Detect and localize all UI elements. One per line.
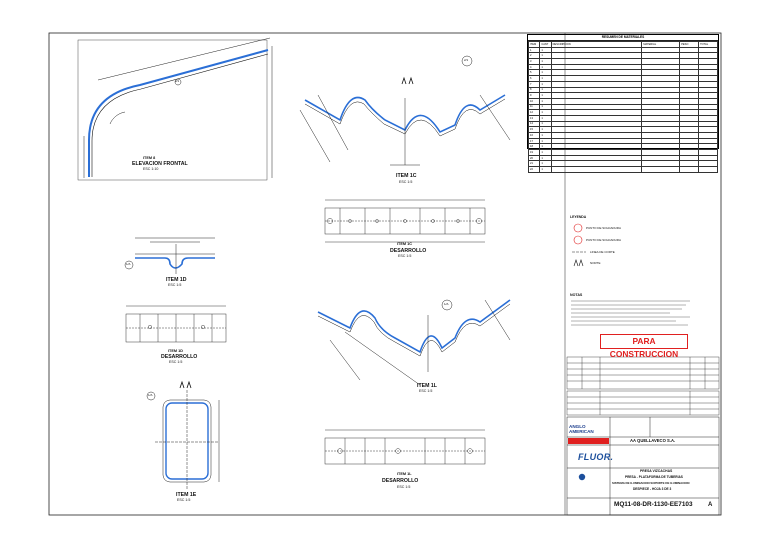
bom-cell — [680, 167, 699, 173]
bom-cell: 11 — [529, 104, 540, 110]
bom-cell: 1 — [540, 127, 551, 133]
bom-cell: 1 — [540, 81, 551, 87]
callout-1e: 1/A — [148, 393, 153, 397]
bom-cell: 1 — [540, 150, 551, 156]
dev-1l-title: DESARROLLO — [382, 478, 419, 484]
bom-cell: 1 — [529, 47, 540, 53]
bom-cell: 1 — [540, 121, 551, 127]
bom-cell: 8 — [529, 87, 540, 93]
bom-cell: 4 — [529, 64, 540, 70]
bom-cell: 1 — [540, 53, 551, 59]
bom-cell: 3 — [529, 59, 540, 65]
legend-item: PUNTO DE SOLDADURA — [586, 226, 621, 230]
project-line-1: PRESA VIZCACHAS — [640, 469, 673, 473]
bom-cell: 1 — [540, 161, 551, 167]
bom-cell: 1 — [540, 87, 551, 93]
bom-cell: 1 — [540, 93, 551, 99]
item-1e-view — [147, 382, 219, 490]
bom-cell: 16 — [529, 133, 540, 139]
bom-table — [528, 41, 718, 173]
bom-cell: 1 — [540, 104, 551, 110]
bom-cell: 6 — [529, 76, 540, 82]
callout-1d: 1/A — [126, 262, 131, 266]
item-1l-view — [318, 300, 510, 385]
bom-header-cell: TOTAL — [699, 42, 718, 48]
notes-title: NOTAS — [570, 293, 583, 297]
notes-lines — [571, 301, 690, 325]
project-line-2: PRESA - PLATAFORMA DE TUBERIAS — [625, 475, 683, 479]
bom-cell: 5 — [529, 70, 540, 76]
bom-cell: 1 — [540, 64, 551, 70]
bom-header-cell: PESO — [680, 42, 699, 48]
legend-item: PUNTO DE SOLDADURA — [586, 238, 621, 242]
bom-cell: 1 — [540, 144, 551, 150]
bom-cell: 19 — [529, 150, 540, 156]
bom-header-cell: MATERIAL — [642, 42, 680, 48]
legend-item: LINEA DE CORTE — [590, 250, 615, 254]
bom-cell: 1 — [540, 47, 551, 53]
bom-header-cell: CANT — [540, 42, 551, 48]
bom-header-cell: ITEM — [529, 42, 540, 48]
bom-cell: 15 — [529, 127, 540, 133]
dev-1c-item: ITEM 1C — [397, 242, 412, 246]
bom-cell: 10 — [529, 98, 540, 104]
legend-symbols — [572, 224, 586, 266]
item-1c-view — [300, 56, 510, 165]
project-line-4: DESPIECE - HOJA 3 DE 3 — [633, 487, 672, 491]
bom-cell: 20 — [529, 155, 540, 161]
bom-cell: 1 — [540, 110, 551, 116]
bom-cell: 1 — [540, 76, 551, 82]
front-elevation-scale: ESC 1:10 — [143, 167, 159, 171]
bom-title: RESUMEN DE MATERIALES — [528, 35, 718, 41]
bom-cell: 21 — [529, 161, 540, 167]
bom-cell: 12 — [529, 110, 540, 116]
item-1d-scale: ESC 1:5 — [168, 283, 182, 287]
bom-cell: 1 — [540, 98, 551, 104]
front-item-label: ITEM 8 — [143, 156, 156, 160]
bom-cell: 9 — [529, 93, 540, 99]
bom-cell: 1 — [540, 115, 551, 121]
fluor-name: FLUOR. — [578, 452, 614, 462]
item-1d-title: ITEM 1D — [166, 277, 187, 283]
bom-cell: 7 — [529, 81, 540, 87]
dev-1l-item: ITEM 1L — [397, 472, 412, 476]
bill-of-materials — [527, 34, 719, 171]
bom-cell: 17 — [529, 138, 540, 144]
anglo-american-logo — [569, 424, 607, 435]
item-1d-view — [125, 238, 215, 274]
bom-cell: 1 — [540, 70, 551, 76]
bom-cell: 1 — [540, 133, 551, 139]
callout-front: 2/1 — [175, 79, 180, 83]
callout-1l: 1/A — [444, 302, 449, 306]
para-construccion-stamp: PARA CONSTRUCCION — [600, 334, 688, 349]
company-name: AA QUELLAVECO S.A. — [630, 438, 676, 443]
legend-title: LEYENDA — [570, 215, 587, 219]
drawing-number: MQ11-08-DR-1130-EE7103 — [614, 501, 693, 508]
item-1l-scale: ESC 1:5 — [419, 389, 433, 393]
bom-cell: 2 — [529, 53, 540, 59]
item-1e-title: ITEM 1E — [176, 492, 197, 498]
front-elevation-title: ELEVACION FRONTAL — [132, 161, 188, 167]
bom-cell: 1 — [540, 155, 551, 161]
bom-cell — [551, 167, 642, 173]
bom-cell: 1 — [540, 167, 551, 173]
bom-cell: 22 — [529, 167, 540, 173]
legend-item: NORTE — [590, 261, 601, 265]
bom-cell: 14 — [529, 121, 540, 127]
front-elevation-view — [78, 38, 272, 180]
bom-cell: 13 — [529, 115, 540, 121]
bom-cell — [642, 167, 680, 173]
dev-1d-title: DESARROLLO — [161, 354, 198, 360]
item-1e-scale: ESC 1:5 — [177, 498, 191, 502]
development-1c-view — [325, 200, 485, 242]
project-line-3: SISTEMA DE ILUMINACION SOPORTE DE ILUMINACION — [612, 481, 690, 485]
item-1l-title: ITEM 1L — [417, 383, 437, 389]
fluor-logo — [578, 452, 613, 462]
item-1c-title: ITEM 1C — [396, 173, 417, 179]
revision: A — [708, 502, 713, 508]
development-1d-view — [126, 306, 226, 342]
anglo-american-name: ANGLO AMERICAN — [569, 424, 594, 434]
dev-1c-title: DESARROLLO — [390, 248, 427, 254]
dev-1d-item: ITEM 1D — [168, 349, 183, 353]
dev-1d-scale: ESC 1:5 — [169, 360, 183, 364]
bom-cell: 1 — [540, 59, 551, 65]
callout-1c: 2/1 — [464, 58, 469, 62]
development-1l-view — [325, 430, 485, 464]
dev-1l-scale: ESC 1:5 — [397, 485, 411, 489]
revision-table — [567, 357, 719, 415]
bom-cell: 1 — [540, 138, 551, 144]
bom-row — [529, 167, 718, 173]
item-1c-scale: ESC 1:5 — [399, 180, 413, 184]
bom-header-cell: DESCRIPCION — [551, 42, 642, 48]
bom-cell — [699, 167, 718, 173]
dev-1c-scale: ESC 1:5 — [398, 254, 412, 258]
bom-cell: 18 — [529, 144, 540, 150]
